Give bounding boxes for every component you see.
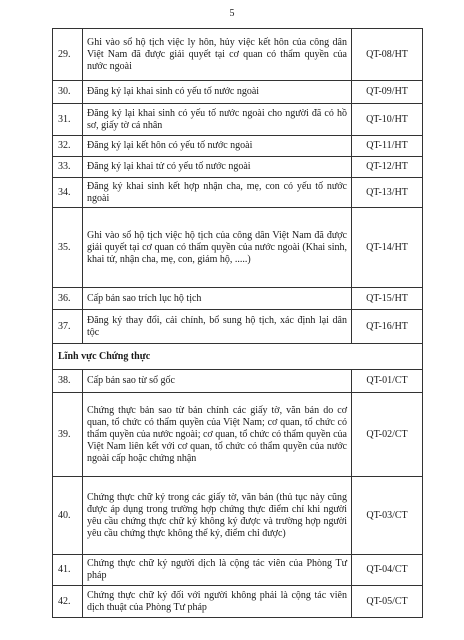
procedure-name: Đăng ký lại khai sinh có yếu tố nước ngoài cho người đã có hồ sơ, giấy tờ cá nhân xyxy=(83,104,352,136)
row-number: 42. xyxy=(53,586,83,618)
procedure-name: Đăng ký lại khai tử có yếu tố nước ngoài xyxy=(83,157,352,178)
section-title: Lĩnh vực Chứng thực xyxy=(53,344,423,370)
row-number: 33. xyxy=(53,157,83,178)
procedure-code: QT-02/CT xyxy=(352,393,423,477)
procedure-code: QT-16/HT xyxy=(352,310,423,344)
row-number: 29. xyxy=(53,29,83,81)
procedure-name: Đăng ký thay đổi, cải chính, bổ sung hộ tịch, xác định lại dân tộc xyxy=(83,310,352,344)
procedure-code: QT-12/HT xyxy=(352,157,423,178)
procedure-code: QT-03/CT xyxy=(352,477,423,555)
procedure-name: Đăng ký lại khai sinh có yếu tố nước ngoài xyxy=(83,81,352,104)
table-row xyxy=(53,157,423,178)
row-number: 37. xyxy=(53,310,83,344)
table-row xyxy=(53,208,423,288)
table-row xyxy=(53,178,423,208)
table-row xyxy=(53,586,423,618)
procedure-name: Chứng thực chữ ký đối với người không phải là cộng tác viên dịch thuật của Phòng Tư pháp xyxy=(83,586,352,618)
row-number: 31. xyxy=(53,104,83,136)
procedure-code: QT-10/HT xyxy=(352,104,423,136)
page-number: 5 xyxy=(229,8,235,19)
row-number: 34. xyxy=(53,178,83,208)
table-row xyxy=(53,104,423,136)
table-row xyxy=(53,393,423,477)
row-number: 38. xyxy=(53,370,83,393)
table-row xyxy=(53,136,423,157)
procedure-name: Chứng thực chữ ký trong các giấy tờ, văn bản (thủ tục này cũng được áp dụng trong trường hợp chứng thực điểm chỉ khi người yêu cầu chứng thực chữ ký không ký được và trường hợp người yêu cầu chứng thực không thể ký, điểm chỉ được) xyxy=(83,477,352,555)
row-number: 35. xyxy=(53,208,83,288)
row-number: 40. xyxy=(53,477,83,555)
procedure-name: Chứng thực chữ ký người dịch là cộng tác viên của Phòng Tư pháp xyxy=(83,555,352,586)
row-number: 39. xyxy=(53,393,83,477)
procedure-name: Cấp bản sao từ sổ gốc xyxy=(83,370,352,393)
row-number: 30. xyxy=(53,81,83,104)
table-row xyxy=(53,555,423,586)
procedure-code: QT-01/CT xyxy=(352,370,423,393)
procedure-code: QT-13/HT xyxy=(352,178,423,208)
section-row xyxy=(53,344,423,370)
procedure-name: Chứng thực bản sao từ bản chính các giấy tờ, văn bản do cơ quan, tổ chức có thẩm quyền của Việt Nam; cơ quan, tổ chức có thẩm quyền của nước ngoài; cơ quan, tổ chức có thẩm quyền của Việt Nam liên kết với cơ quan, tổ chức có thẩm quyền của nước ngoài cấp hoặc chứng nhận xyxy=(83,393,352,477)
procedure-code: QT-05/CT xyxy=(352,586,423,618)
procedure-table xyxy=(52,28,423,618)
procedure-name: Đăng ký khai sinh kết hợp nhận cha, mẹ, con có yếu tố nước ngoài xyxy=(83,178,352,208)
table-row xyxy=(53,81,423,104)
procedure-code: QT-11/HT xyxy=(352,136,423,157)
procedure-code: QT-08/HT xyxy=(352,29,423,81)
table-row xyxy=(53,477,423,555)
table-row xyxy=(53,29,423,81)
table-row xyxy=(53,310,423,344)
procedure-code: QT-15/HT xyxy=(352,288,423,310)
table-row xyxy=(53,370,423,393)
procedure-code: QT-14/HT xyxy=(352,208,423,288)
procedure-code: QT-09/HT xyxy=(352,81,423,104)
procedure-name: Đăng ký lại kết hôn có yếu tố nước ngoài xyxy=(83,136,352,157)
procedure-name: Ghi vào sổ hộ tịch việc hộ tịch của công dân Việt Nam đã được giải quyết tại cơ quan có thẩm quyền của nước ngoài (Khai sinh, khai tử, nhận cha, mẹ, con, giám hộ, .....) xyxy=(83,208,352,288)
procedure-code: QT-04/CT xyxy=(352,555,423,586)
row-number: 32. xyxy=(53,136,83,157)
procedure-name: Ghi vào sổ hộ tịch việc ly hôn, hủy việc kết hôn của công dân Việt Nam đã được giải quyết tại cơ quan có thẩm quyền của nước ngoài xyxy=(83,29,352,81)
row-number: 36. xyxy=(53,288,83,310)
row-number: 41. xyxy=(53,555,83,586)
procedure-name: Cấp bản sao trích lục hộ tịch xyxy=(83,288,352,310)
table-row xyxy=(53,288,423,310)
